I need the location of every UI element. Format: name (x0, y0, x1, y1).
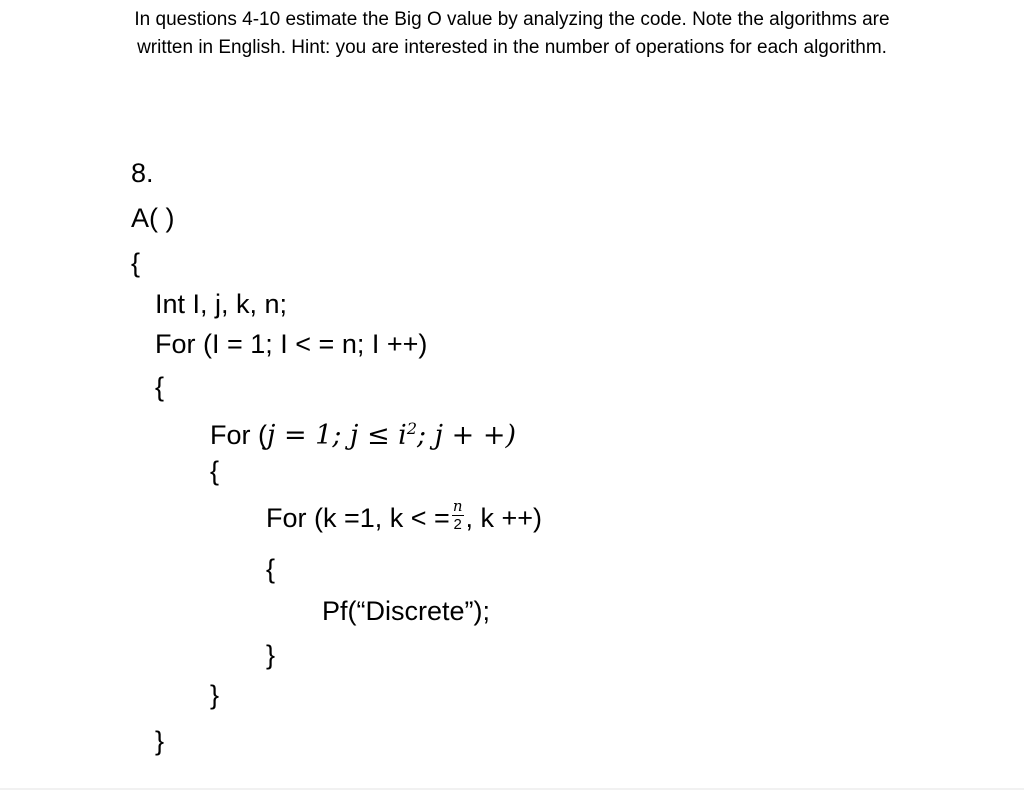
middle-for-loop (210, 412, 516, 453)
middle-loop-increment: ; j + +) (417, 420, 516, 451)
middle-loop-close-brace: } (210, 680, 220, 710)
inner-loop-fraction (452, 498, 464, 533)
middle-loop-keyword: For ( (210, 420, 267, 450)
question-number: 8. (131, 158, 154, 188)
inner-for-loop (266, 497, 543, 537)
function-signature: A( ) (131, 203, 175, 233)
middle-loop-exponent: 2 (406, 419, 417, 438)
middle-loop-open-brace: { (210, 456, 220, 486)
instructions (0, 6, 1024, 62)
inner-loop-head: For (k =1, k < = (266, 503, 450, 533)
middle-loop-condition: j = 1; j ≤ i (267, 420, 407, 451)
inner-loop-open-brace: { (266, 554, 276, 584)
instructions-line-2: written in English. Hint: you are interested in the number of operations for each algorithm. (137, 37, 887, 58)
outer-for-loop: For (I = 1; I < = n; I ++) (155, 329, 428, 359)
outer-loop-open-brace: { (155, 372, 165, 402)
print-statement: Pf(“Discrete”); (322, 596, 490, 626)
function-open-brace: { (131, 248, 141, 278)
inner-loop-close-brace: } (266, 640, 276, 670)
outer-loop-close-brace: } (155, 726, 165, 756)
fraction-numerator: n (452, 497, 463, 516)
page-bottom-edge (0, 788, 1024, 790)
instructions-line-1: In questions 4-10 estimate the Big O value by analyzing the code. Note the algorithms are (134, 9, 890, 30)
fraction-denominator: 2 (453, 516, 462, 534)
variable-declaration: Int I, j, k, n; (155, 289, 288, 319)
inner-loop-tail: , k ++) (465, 503, 543, 533)
